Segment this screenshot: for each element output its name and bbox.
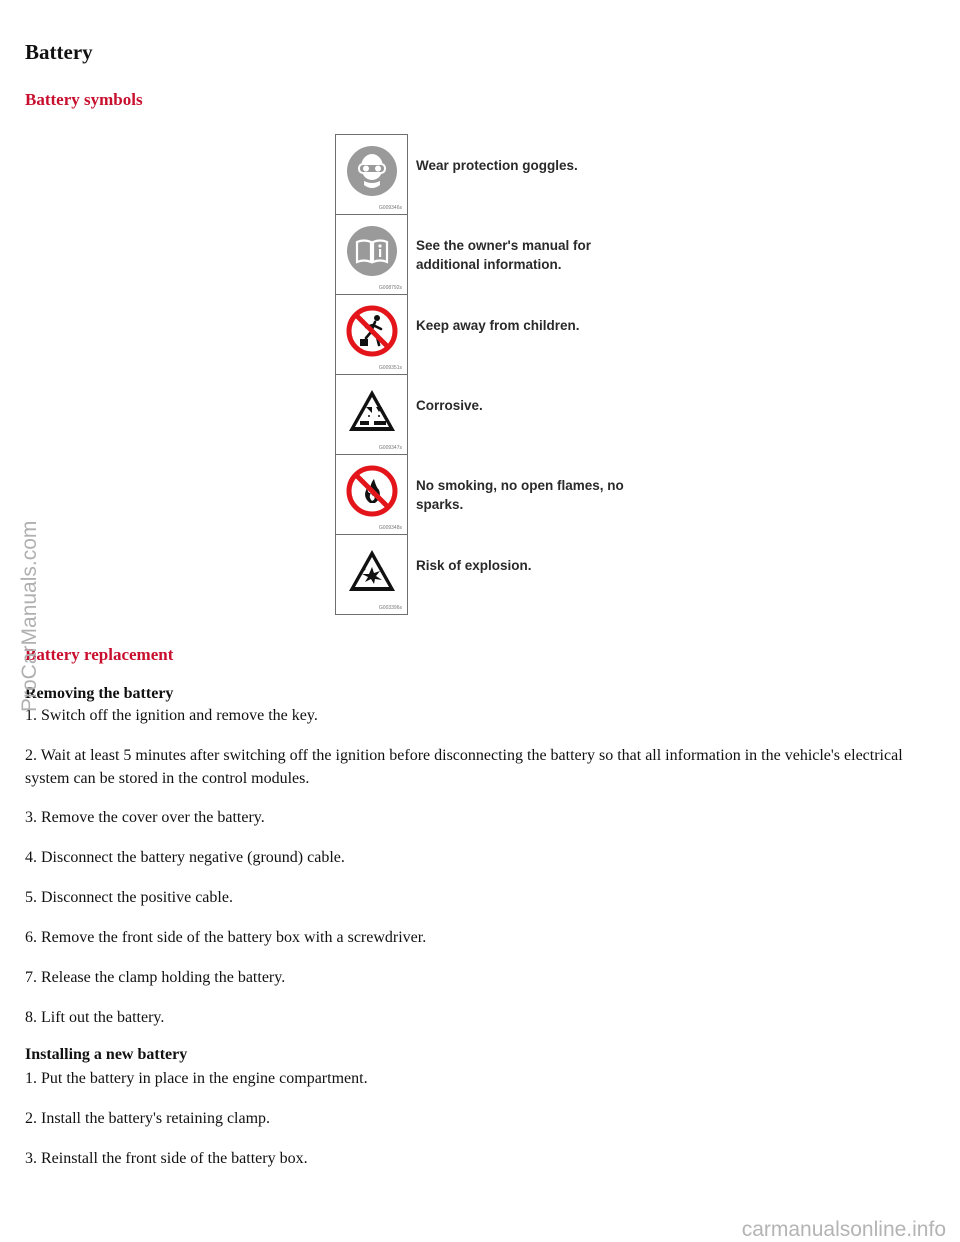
symbol-row-children — [335, 294, 635, 374]
no-flames-icon — [346, 465, 398, 517]
watermark-bottom: carmanualsonline.info — [741, 1218, 946, 1241]
goggles-icon — [346, 145, 398, 197]
battery-replacement-heading: Battery replacement — [25, 645, 174, 664]
symbol-row-goggles — [335, 134, 635, 214]
symbol-text: Corrosive. — [416, 398, 483, 413]
symbol-text: Wear protection goggles. — [416, 158, 578, 173]
removing-step-1: 1. Switch off the ignition and remove the key. — [25, 707, 318, 724]
symbol-code: G009351s — [378, 365, 402, 371]
explosion-icon — [346, 545, 398, 597]
installing-step-2: 2. Install the battery's retaining clamp. — [25, 1110, 271, 1127]
removing-step-4: 4. Disconnect the battery negative (ground) cable. — [25, 849, 345, 866]
removing-step-2: 2. Wait at least 5 minutes after switching off the ignition before disconnecting the battery so that all information in the vehicle's electrical system can be stored in the control modules. — [25, 747, 903, 787]
symbol-code: G003396s — [378, 605, 402, 611]
symbol-text: No smoking, no open flames, no sparks. — [416, 478, 624, 512]
removing-step-3: 3. Remove the cover over the battery. — [25, 809, 265, 826]
symbol-row-manual — [335, 214, 635, 294]
symbol-row-explosion — [335, 534, 635, 614]
battery-symbols-panel — [335, 134, 635, 616]
symbol-row-no-flames — [335, 454, 635, 534]
symbol-code: G009348s — [378, 525, 402, 531]
installing-battery-heading: Installing a new battery — [25, 1046, 188, 1063]
symbol-code: G009347s — [378, 445, 402, 451]
symbol-row-corrosive — [335, 374, 635, 454]
manual-icon — [346, 225, 398, 277]
symbol-code: G009346s — [378, 205, 402, 211]
symbol-text: See the owner's manual for additional information. — [416, 238, 592, 272]
page-title: Battery — [25, 40, 93, 64]
symbol-text: Keep away from children. — [416, 318, 580, 333]
no-children-icon — [346, 305, 398, 357]
watermark-left: ProCarManuals.com — [18, 520, 41, 712]
removing-step-8: 8. Lift out the battery. — [25, 1009, 165, 1026]
installing-step-1: 1. Put the battery in place in the engine compartment. — [25, 1070, 368, 1087]
removing-step-5: 5. Disconnect the positive cable. — [25, 889, 233, 906]
removing-step-7: 7. Release the clamp holding the battery. — [25, 969, 286, 986]
symbol-text: Risk of explosion. — [416, 558, 532, 573]
symbol-code: G008792s — [378, 285, 402, 291]
installing-step-3: 3. Reinstall the front side of the battery box. — [25, 1150, 308, 1167]
corrosive-icon — [346, 385, 398, 437]
battery-symbols-heading: Battery symbols — [25, 90, 143, 109]
removing-step-6: 6. Remove the front side of the battery box with a screwdriver. — [25, 929, 427, 946]
removing-battery-heading: Removing the battery — [25, 685, 174, 702]
